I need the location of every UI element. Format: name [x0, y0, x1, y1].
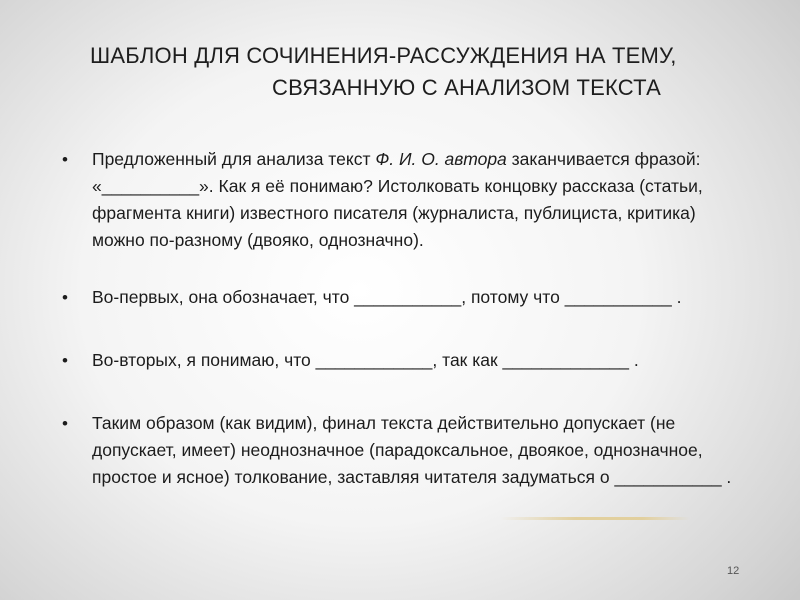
bullet-second-point — [62, 347, 732, 374]
template-bullet-list — [62, 146, 732, 491]
bullet-conclusion-text: Таким образом (как видим), финал текста действительно допускает (не допускает, имеет) неоднозначное (парадоксальное, двоякое, однозначное, простое и ясное) толкование, заставляя читателя задуматься о ___________ . — [92, 413, 732, 487]
decorative-accent-line — [500, 517, 690, 520]
author-placeholder: Ф. И. О. автора — [375, 149, 507, 169]
page-number: 12 — [727, 565, 740, 577]
bullet-intro-text-start: Предложенный для анализа текст — [92, 149, 376, 169]
bullet-second-point-text: Во-вторых, я понимаю, что ____________, так как _____________ . — [92, 350, 639, 370]
bullet-intro-text-end: заканчивается фразой: «__________». Как я её понимаю? Истолковать концовку рассказа (статьи, фрагмента книги) известного писателя (журналиста, публициста, критика) можно по-разному (двояко, однозначно). — [92, 149, 703, 250]
bullet-first-point — [62, 284, 732, 311]
bullet-first-point-text: Во-первых, она обозначает, что ___________, потому что ___________ . — [92, 287, 682, 307]
title-line-2: СВЯЗАННУЮ С АНАЛИЗОМ ТЕКСТА — [272, 75, 661, 100]
bullet-dot-icon: • — [62, 351, 68, 370]
bullet-dot-icon: • — [62, 288, 68, 307]
bullet-intro — [62, 146, 732, 254]
bullet-dot-icon: • — [62, 150, 68, 169]
bullet-dot-icon: • — [62, 414, 68, 433]
bullet-conclusion — [62, 410, 732, 491]
title-line-1: ШАБЛОН ДЛЯ СОЧИНЕНИЯ-РАССУЖДЕНИЯ НА ТЕМУ, — [90, 43, 677, 68]
